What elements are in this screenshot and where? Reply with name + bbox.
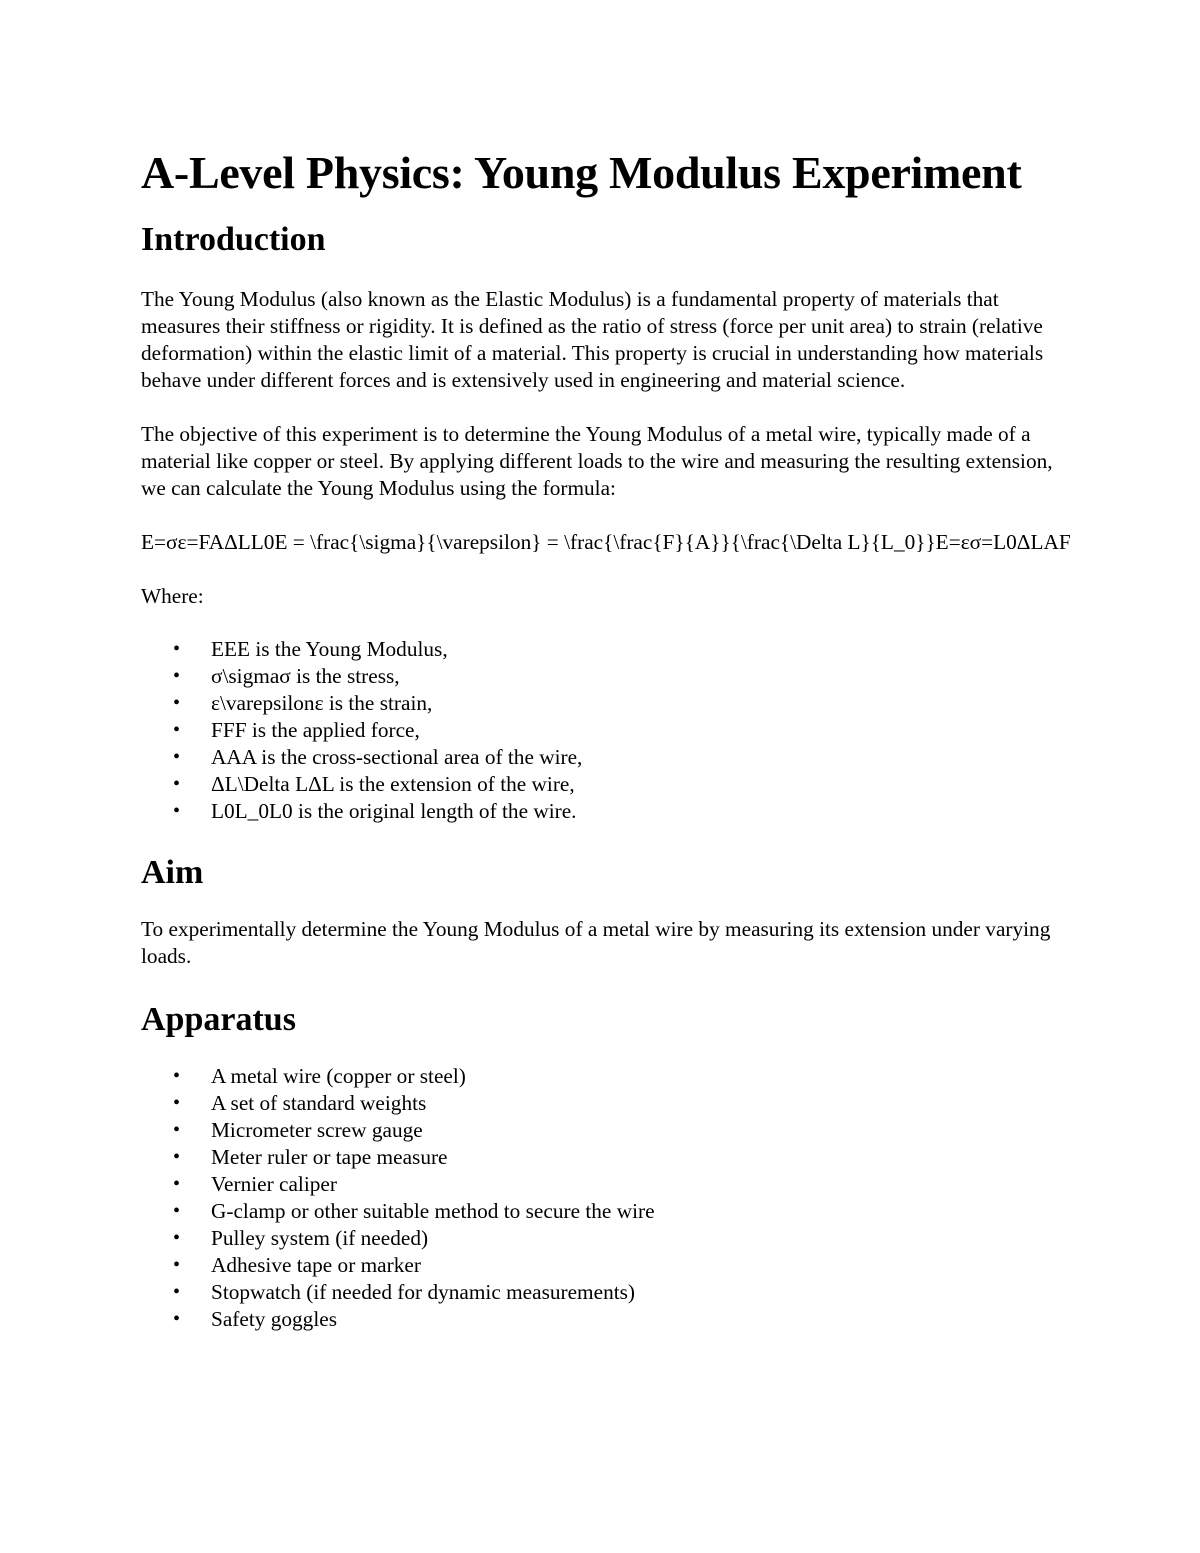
list-item: • ΔL\Delta LΔL is the extension of the wire, <box>173 772 575 796</box>
list-item: • Stopwatch (if needed for dynamic measurements) <box>173 1280 636 1304</box>
list-item: • G-clamp or other suitable method to secure the wire <box>173 1199 655 1223</box>
bullet-icon: • <box>173 1119 181 1141</box>
list-item: • A metal wire (copper or steel) <box>173 1064 466 1088</box>
introduction-paragraph: The Young Modulus (also known as the Elastic Modulus) is a fundamental property of materials that measures their stiffness or rigidity. It is defined as the ratio of stress (force per unit area) to strain (relative deformation) within the elastic limit of a material. This property is crucial in understanding how materials behave under different forces and is extensively used in engineering and material science. <box>141 287 1044 392</box>
list-item: • EEE is the Young Modulus, <box>173 637 448 661</box>
list-item: • Micrometer screw gauge <box>173 1118 423 1142</box>
list-item: • Pulley system (if needed) <box>173 1226 429 1250</box>
bullet-icon: • <box>173 1065 181 1087</box>
bullet-icon: • <box>173 1092 181 1114</box>
list-item: • Meter ruler or tape measure <box>173 1145 448 1169</box>
bullet-icon: • <box>173 800 181 822</box>
list-item: • ε\varepsilonε is the strain, <box>173 691 433 715</box>
bullet-icon: • <box>173 746 181 768</box>
bullet-icon: • <box>173 1227 181 1249</box>
list-item: • Safety goggles <box>173 1307 337 1331</box>
bullet-icon: • <box>173 719 181 741</box>
bullet-icon: • <box>173 1308 181 1330</box>
young-modulus-formula: E=σε=FAΔLL0E = \frac{\sigma}{\varepsilon} = \frac{\frac{F}{A}}{\frac{\Delta L}{L_0}}E=εσ=L0ΔLAF <box>141 530 1071 554</box>
document-title: A-Level Physics: Young Modulus Experiment <box>141 147 1022 198</box>
apparatus-heading: Apparatus <box>141 1001 296 1038</box>
bullet-icon: • <box>173 665 181 687</box>
bullet-icon: • <box>173 1146 181 1168</box>
list-item: • A set of standard weights <box>173 1091 427 1115</box>
list-item: • Adhesive tape or marker <box>173 1253 421 1277</box>
bullet-icon: • <box>173 692 181 714</box>
introduction-heading: Introduction <box>141 221 326 258</box>
list-item: • σ\sigmaσ is the stress, <box>173 664 400 688</box>
definitions-list <box>141 636 1071 825</box>
bullet-icon: • <box>173 773 181 795</box>
apparatus-list <box>141 1063 1071 1333</box>
bullet-icon: • <box>173 1173 181 1195</box>
list-item: • Vernier caliper <box>173 1172 337 1196</box>
bullet-icon: • <box>173 1200 181 1222</box>
list-item: • AAA is the cross-sectional area of the wire, <box>173 745 583 769</box>
list-item: • FFF is the applied force, <box>173 718 420 742</box>
aim-heading: Aim <box>141 854 204 891</box>
where-label: Where: <box>141 584 204 608</box>
bullet-icon: • <box>173 638 181 660</box>
document-page <box>141 0 1071 1333</box>
list-item: • L0L_0L0 is the original length of the wire. <box>173 799 577 823</box>
bullet-icon: • <box>173 1281 181 1303</box>
objective-paragraph: The objective of this experiment is to determine the Young Modulus of a metal wire, typically made of a material like copper or steel. By applying different loads to the wire and measuring the resulting extension, we can calculate the Young Modulus using the formula: <box>141 422 1053 500</box>
aim-paragraph: To experimentally determine the Young Modulus of a metal wire by measuring its extension under varying loads. <box>141 917 1051 968</box>
bullet-icon: • <box>173 1254 181 1276</box>
